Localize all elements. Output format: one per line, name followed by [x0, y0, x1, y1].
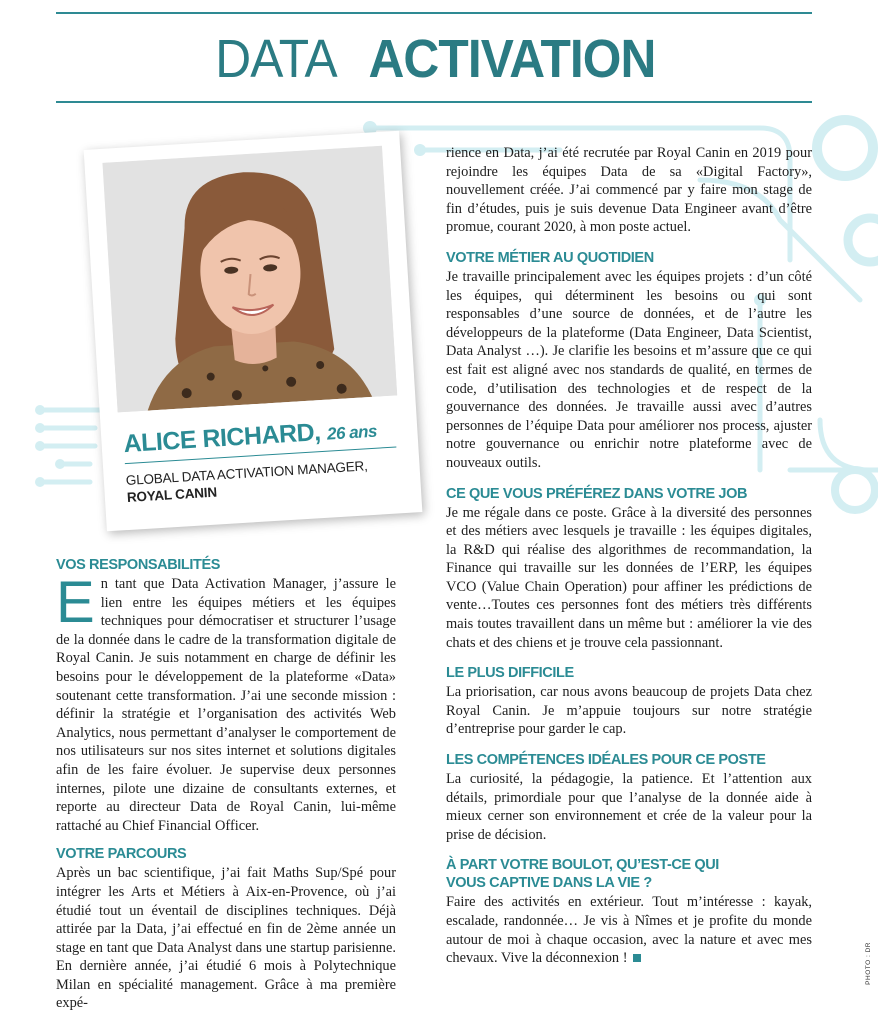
- right-column: [446, 144, 812, 968]
- text-difficile: La priorisation, car nous avons beaucoup de projets Data chez Royal Canin. Je m’appuie toujours sur notre stratégie d’entreprise pour garder le cap.: [446, 684, 812, 738]
- person-name: ALICE RICHARD,: [122, 418, 322, 459]
- heading-parcours: VOTRE PARCOURS: [56, 846, 187, 863]
- person-name-line: [123, 413, 404, 459]
- title-rule: [56, 101, 812, 103]
- portrait-illustration: [102, 146, 397, 413]
- end-square-icon: [633, 954, 641, 962]
- text-competences: La curiosité, la pédagogie, la patience. Et l’attention aux détails, primordiale pour que l’analyse de la donnée aide à mieux cerner son environnement et crée de la valeur pour la prise de décision.: [446, 771, 812, 843]
- photo-credit: PHOTO : DR: [865, 942, 872, 985]
- text-responsabilites: En tant que Data Activation Manager, j’assure le lien entre les équipes métiers et les équipes techniques pour démocratiser et structurer l’usage de la donnée dans le cadre de la transformation digitale de Royal Canin. Je suis notamment en charge de définir les besoins pour le développement de la plateforme «Data» soutenant cette transformation. J’ai une seconde mission : définir la stratégie et l’organisation des activités Web Analytics, nous permettant d’analyser le comportement de nos utilisateurs sur nos sites internet et solutions digitales afin de les faire évoluer. Je supervise deux personnes internes, pilote une dizaine de consultants externes, et reporte au directeur Data de Royal Canin, lui-même rattaché au Chief Financial Officer.: [56, 570, 396, 834]
- title-bold: ACTIVATION: [368, 29, 656, 89]
- person-role: [125, 455, 407, 506]
- portrait-photo: [102, 146, 397, 413]
- title-light: DATA: [215, 29, 337, 89]
- portrait-card: [84, 131, 423, 532]
- heading-competences: LES COMPÉTENCES IDÉALES POUR CE POSTE: [446, 752, 766, 769]
- drop-cap: E: [56, 570, 95, 635]
- heading-captive: À PART VOTRE BOULOT, QU’EST-CE QUI VOUS CAPTIVE DANS LA VIE ?: [446, 857, 719, 892]
- heading-preferez: CE QUE VOUS PRÉFÉREZ DANS VOTRE JOB: [446, 485, 748, 502]
- heading-responsabilites: VOS RESPONSABILITÉS: [56, 557, 221, 573]
- text-metier: Je travaille principalement avec les équipes projets : d’un côté les équipes, qui déterminent les besoins ou qui sont responsables d’une source de données, et de l’autre les développeurs de la plateforme (Data Engineer, Data Scientist, Data Analyst …). Je clarifie les besoins et m’assure que ce qui est fait est aligné avec nos standards de qualité, en termes de code, d’utilisation des technologies et de respect de la gouvernance des données. Je travaille aussi avec d’autres personnes de l’équipe Data pour améliorer nos process, ajuster notre gouvernance ou enrichir notre plateforme avec de nouveaux outils.: [446, 268, 812, 471]
- role-company: ROYAL CANIN: [126, 484, 218, 505]
- top-rule: [56, 12, 812, 14]
- text-captive: Faire des activités en extérieur. Tout m’intéresse : kayak, escalade, randonnée… Je vis à Nîmes et je profite du monde autour de moi à chaque occasion, avec la nature et avec mes chevaux. Vive la déconnexion !: [446, 894, 812, 967]
- heading-metier: VOTRE MÉTIER AU QUOTIDIEN: [446, 249, 654, 266]
- text-parcours-continued: rience en Data, j’ai été recrutée par Royal Canin en 2019 pour rejoindre les équipes Data de sa «Digital Factory», nouvellement créée. J’ai commencé par y faire mon stage de fin d’études, puis je suis devenue Data Engineer avant d’être promue, courant 2020, à mon poste actuel.: [446, 145, 812, 236]
- left-column: [56, 556, 396, 1013]
- page-title: [0, 28, 878, 90]
- role-title: GLOBAL DATA ACTIVATION MANAGER,: [125, 458, 369, 489]
- heading-difficile: LE PLUS DIFFICILE: [446, 665, 574, 682]
- person-caption: [123, 413, 407, 506]
- text-preferez: Je me régale dans ce poste. Grâce à la diversité des personnes et des métiers avec lesquels je travaille : les équipes digitales, la R&D qui réalise des algorithmes de recommandation, la Finance qui travaille sur les données de l’ERP, les équipes VCO (Value Chain Operation) pour affiner les prédictions de vente…Toutes ces personnes font des métiers très différents mais toutes travaillent dans un même but : améliorer la vie des chats et des chiens et je trouve cela passionnant.: [446, 504, 812, 651]
- text-parcours: Après un bac scientifique, j’ai fait Maths Sup/Spé pour intégrer les Arts et Métiers à Aix-en-Provence, où j’ai étudié tout un éventail de disciplines techniques. Déjà attirée par la Data, j’ai effectué en fin de 2ème année un stage en tant que Data Analyst dans une startup parisienne. En dernière année, j’ai étudié 6 mois à Polytechnique Milan en spécialité management. Grâce à ma première expé-: [56, 865, 396, 1012]
- person-age: 26 ans: [326, 421, 378, 444]
